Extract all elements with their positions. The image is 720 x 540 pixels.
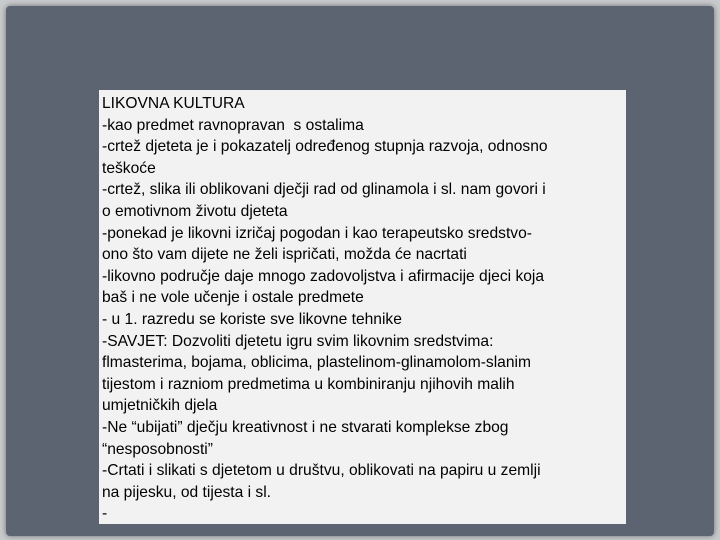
text-line: -crtež djeteta je i pokazatelj određenog stupnja razvoja, odnosno [102,138,548,156]
text-line: “nesposobnosti” [102,440,213,458]
slide-text-box [99,90,626,524]
text-line: umjetničkih djela [102,397,218,415]
text-line: -Ne “ubijati” dječju kreativnost i ne stvarati komplekse zbog [102,418,509,436]
text-line: -Crtati i slikati s djetetom u društvu, oblikovati na papiru u zemlji [102,462,541,480]
slide-heading: LIKOVNA KULTURA [102,95,245,112]
text-line: - [102,505,108,523]
text-line: baš i ne vole učenje i ostale predmete [102,289,364,307]
text-line: -SAVJET: Dozvoliti djetetu igru svim likovnim sredstvima: [102,332,494,350]
text-line: -likovno područje daje mnogo zadovoljstva i afirmacije djeci koja [102,267,545,285]
text-line: -crtež, slika ili oblikovani dječji rad od glinamola i sl. nam govori i [102,181,546,199]
text-line: ono što vam dijete ne želi ispričati, možda će nacrtati [102,246,467,264]
text-line: tijestom i razniom predmetima u kombiniranju njihovih malih [102,375,515,393]
text-line: o emotivnom životu djeteta [102,202,288,220]
text-line: teškoće [102,159,156,177]
text-line: -ponekad je likovni izričaj pogodan i kao terapeutsko sredstvo- [102,224,532,242]
text-line: flmasterima, bojama, oblicima, plastelinom-glinamolom-slanim [102,354,531,372]
text-line: na pijesku, od tijesta i sl. [102,483,272,501]
text-line: -kao predmet ravnopravan s ostalima [102,116,364,134]
text-line: - u 1. razredu se koriste sve likovne tehnike [102,310,402,328]
